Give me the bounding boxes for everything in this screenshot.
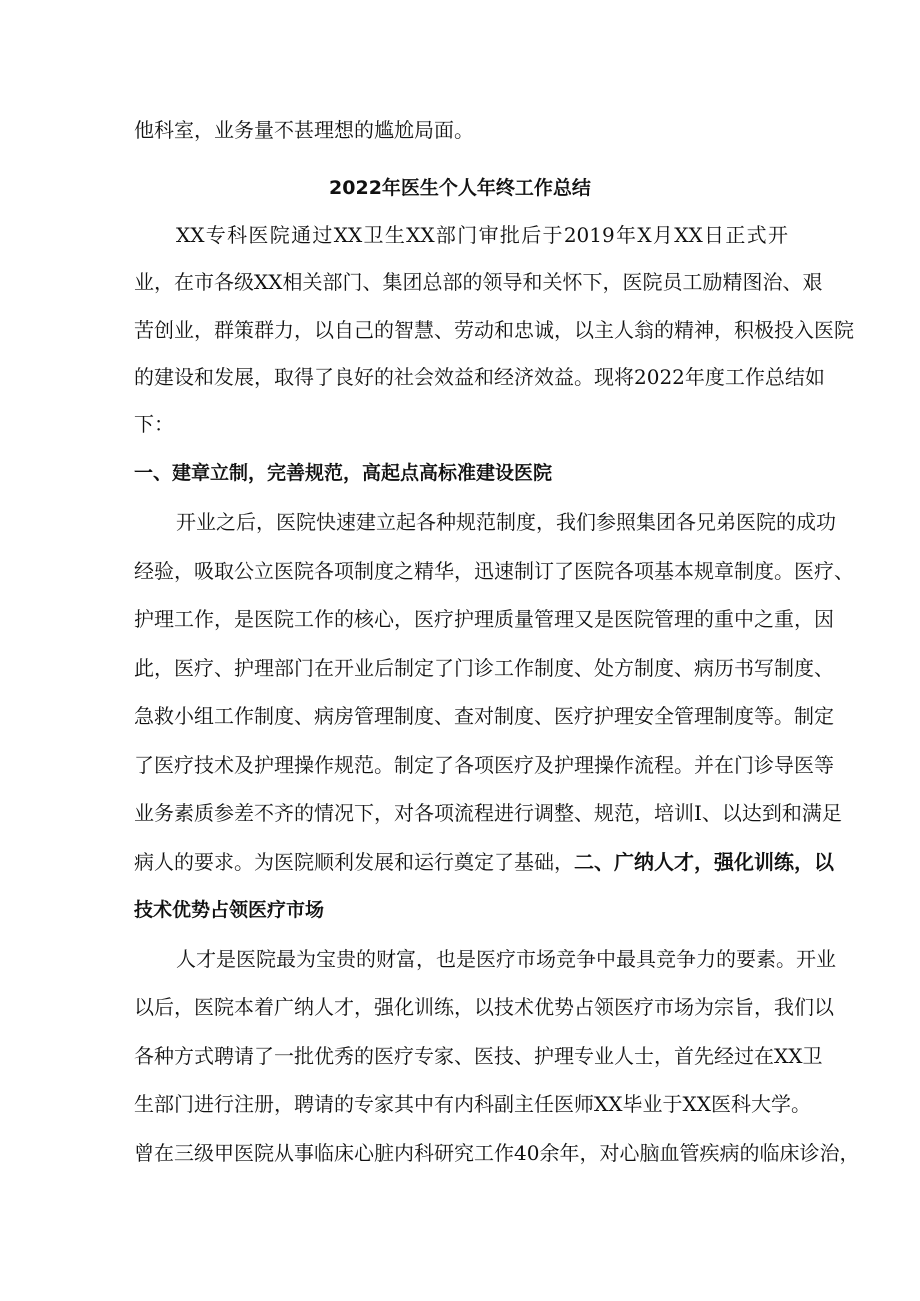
section-1-line-4: 此，医疗、护理部门在开业后制定了门诊工作制度、处方制度、病历书写制度、 [134, 656, 834, 680]
document-title: 2022年医生个人年终工作总结 [329, 177, 591, 199]
section-2-line-2: 以后，医院本着广纳人才，强化训练，以技术优势占领医疗市场为宗旨，我们以 [134, 995, 834, 1019]
section-1-last-line [134, 848, 834, 876]
continuation-text: 他科室，业务量不甚理想的尴尬局面。 [134, 118, 474, 142]
section-2-heading-part-1: 二、广纳人才，强化训练，以 [574, 850, 834, 874]
section-2-line-5: 曾在三级甲医院从事临床心脏内科研究工作40余年，对心脑血管疾病的临床诊治， [134, 1141, 860, 1165]
section-2-line-1: 人才是医院最为宝贵的财富，也是医疗市场竞争中最具竞争力的要素。开业 [176, 947, 836, 971]
section-1-line-3: 护理工作，是医院工作的核心，医疗护理质量管理又是医院管理的重中之重，因 [134, 607, 834, 631]
intro-line-1: XX专科医院通过XX卫生XX部门审批后于2019年X月XX日正式开 [176, 223, 788, 247]
intro-line-5: 下： [134, 412, 174, 436]
section-1-heading: 一、建章立制，完善规范，高起点高标准建设医院 [134, 462, 553, 484]
section-1-line-7: 业务素质参差不齐的情况下，对各项流程进行调整、规范，培训I、以达到和满足 [134, 801, 842, 825]
intro-line-2: 业，在市各级XX相关部门、集团总部的领导和关怀下，医院员工励精图治、艰 [134, 270, 823, 294]
section-1-line-1: 开业之后，医院快速建立起各种规范制度，我们参照集团各兄弟医院的成功 [176, 510, 836, 534]
intro-line-3: 苦创业，群策群力，以自己的智慧、劳动和忠诚，以主人翁的精神，积极投入医院 [134, 318, 854, 342]
intro-line-4: 的建设和发展，取得了良好的社会效益和经济效益。现将2022年度工作总结如 [134, 365, 825, 389]
section-1-last-text: 病人的要求。为医院顺利发展和运行奠定了基础， [134, 850, 574, 874]
section-1-line-6: 了医疗技术及护理操作规范。制定了各项医疗及护理操作流程。并在门诊导医等 [134, 753, 834, 777]
section-2-heading-part-2: 技术优势占领医疗市场 [134, 899, 325, 921]
section-1-line-5: 急救小组工作制度、病房管理制度、查对制度、医疗护理安全管理制度等。制定 [134, 704, 834, 728]
section-1-line-2: 经验，吸取公立医院各项制度之精华，迅速制订了医院各项基本规章制度。医疗、 [134, 559, 854, 583]
section-2-line-4: 生部门进行注册，聘请的专家其中有内科副主任医师XX毕业于XX医科大学。 [134, 1092, 811, 1116]
section-2-line-3: 各种方式聘请了一批优秀的医疗专家、医技、护理专业人士，首先经过在XX卫 [134, 1044, 823, 1068]
